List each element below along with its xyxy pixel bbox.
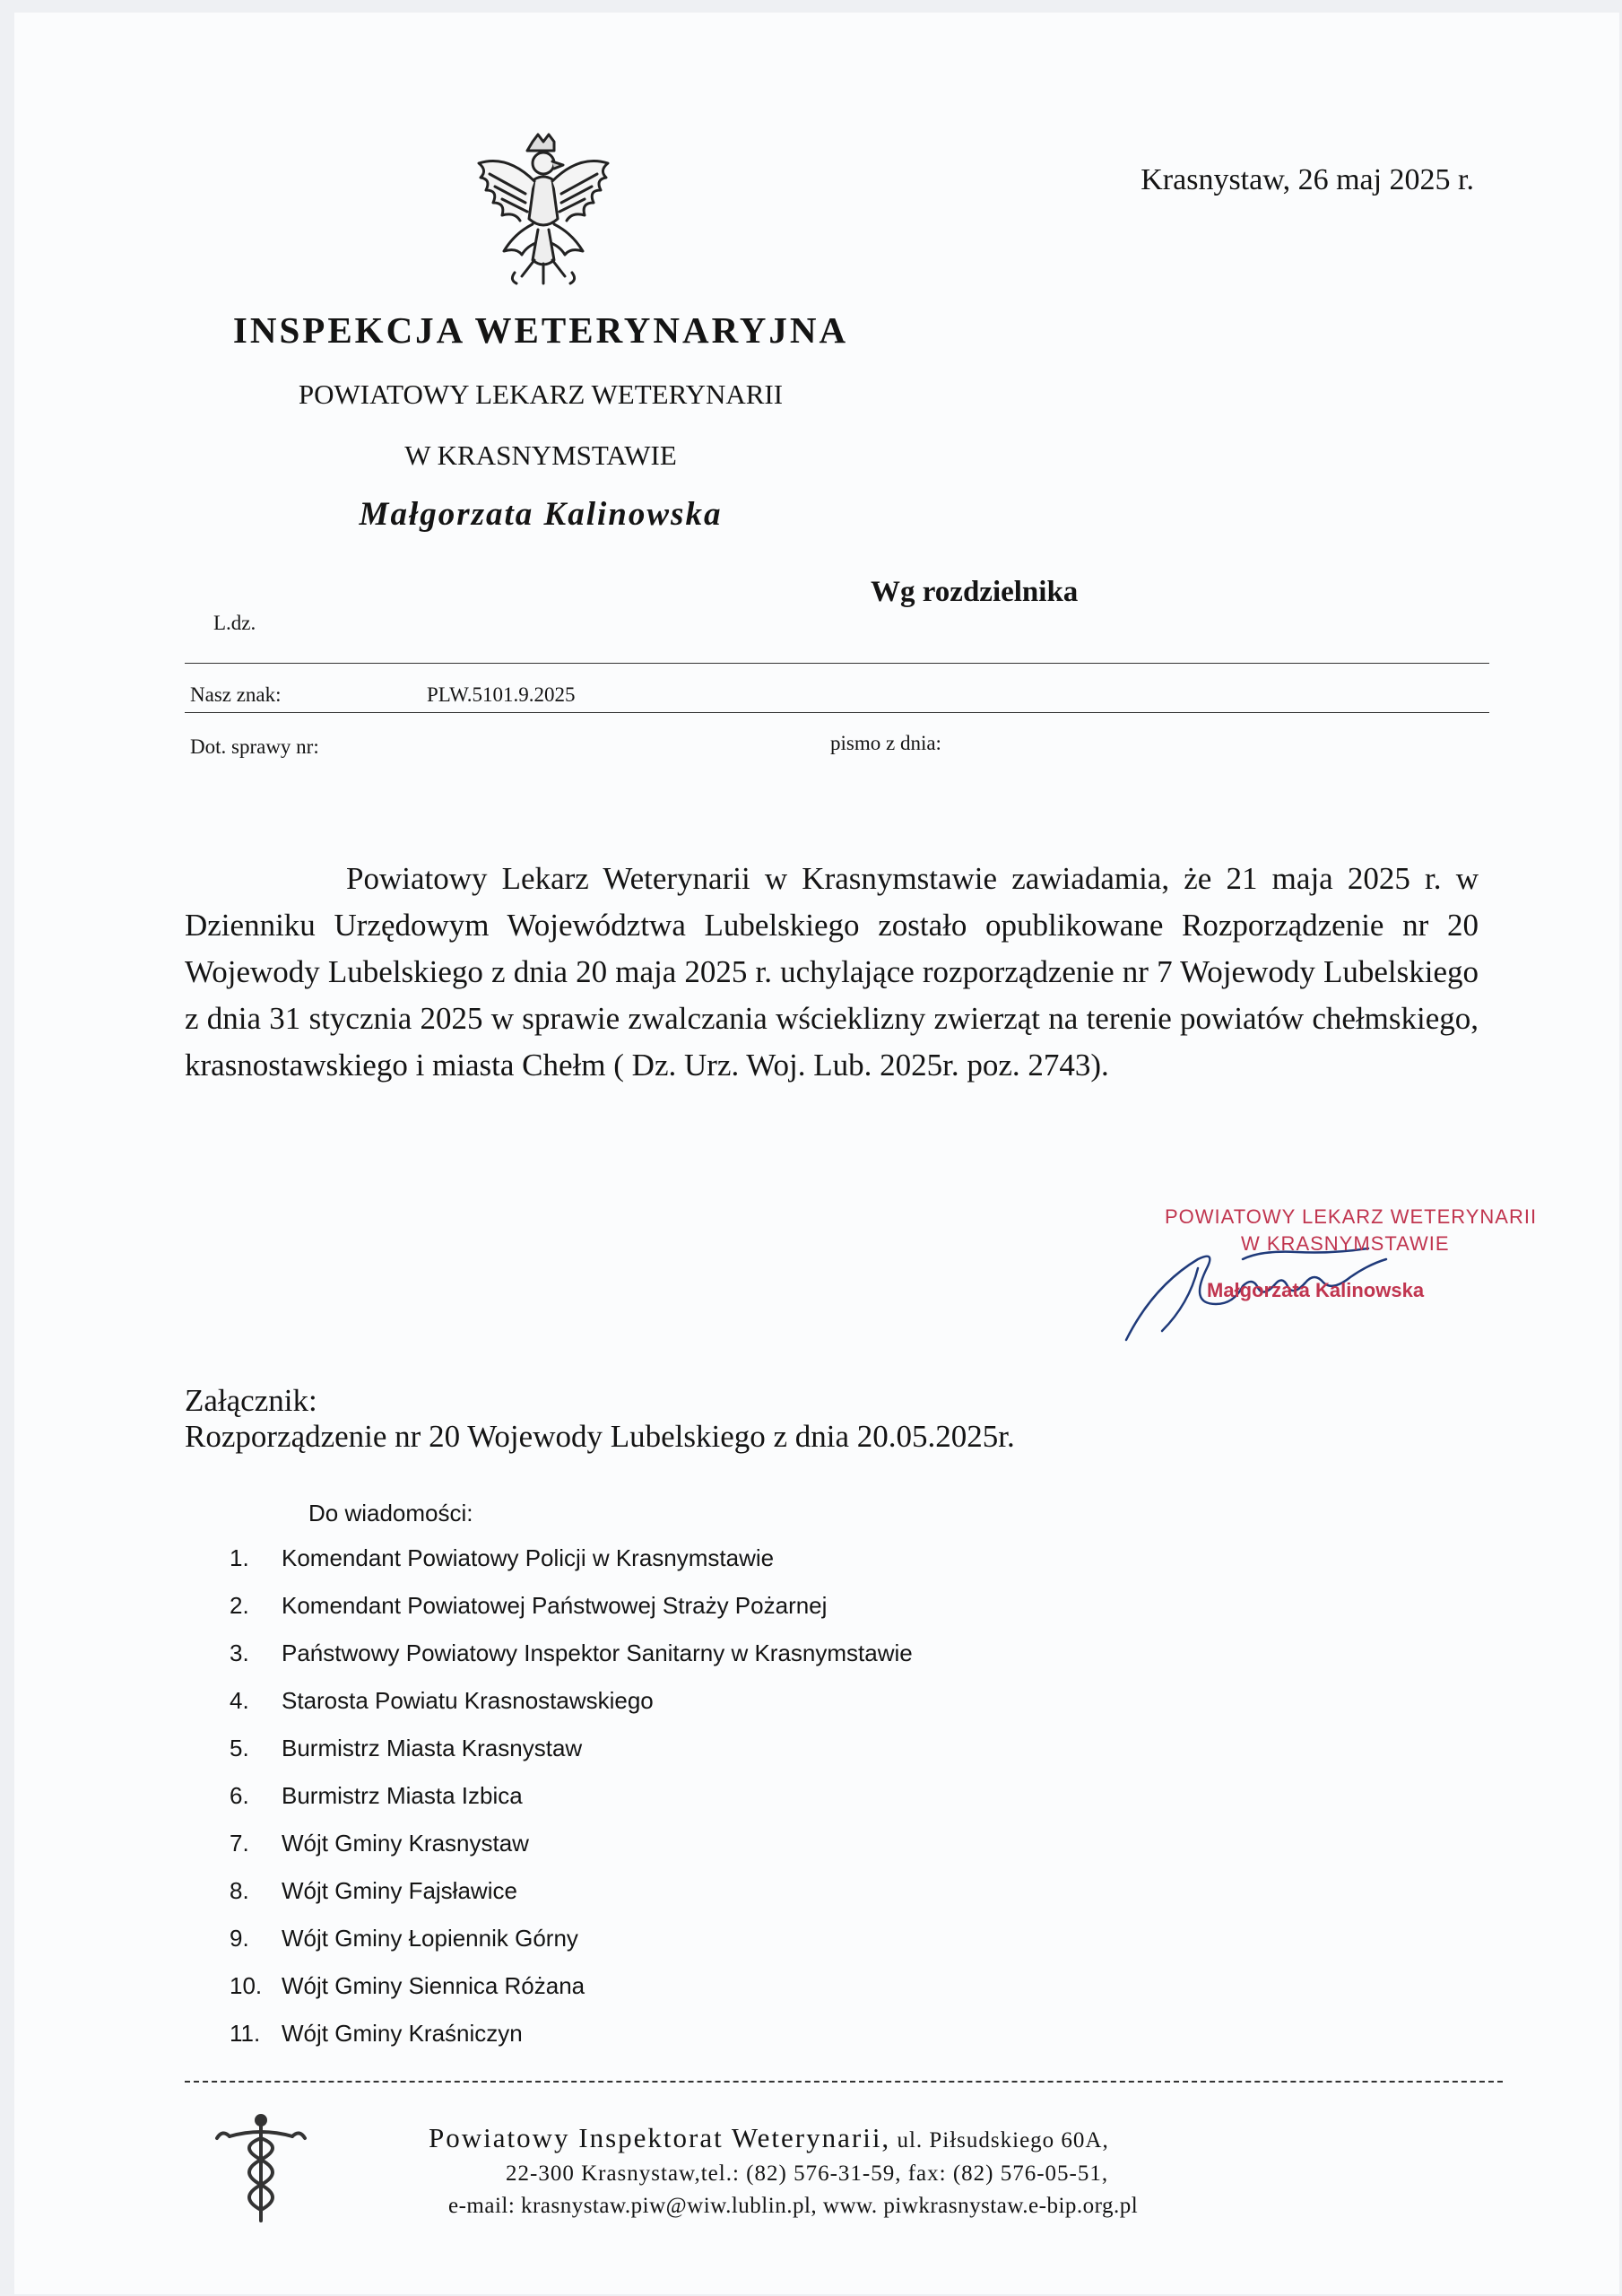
- distribution-item-text: Wójt Gminy Siennica Różana: [282, 1972, 585, 1999]
- distribution-item-text: Komendant Powiatowy Policji w Krasnymstawie: [282, 1544, 775, 1571]
- distribution-item-number: 11.: [230, 2020, 261, 2047]
- distribution-item-text: Burmistrz Miasta Krasnystaw: [282, 1735, 583, 1761]
- distribution-item: [230, 1972, 913, 2020]
- distribution-item-text: Państwowy Powiatowy Inspektor Sanitarny w Krasnymstawie: [282, 1639, 913, 1666]
- distribution-item: [230, 1925, 913, 1972]
- office-location: W KRASNYMSTAWIE: [404, 439, 677, 471]
- footer-address: ul. Piłsudskiego 60A,: [890, 2128, 1109, 2152]
- our-ref-label: Nasz znak:: [190, 683, 282, 706]
- distribution-item-text: Wójt Gminy Łopiennik Górny: [282, 1925, 578, 1952]
- distribution-list: [230, 1544, 913, 2067]
- distribution-item: [230, 1830, 913, 1877]
- footer-contact: 22-300 Krasnystaw,tel.: (82) 576-31-59, fax: (82) 576-05-51,: [506, 2161, 1109, 2186]
- distribution-item-text: Burmistrz Miasta Izbica: [282, 1782, 523, 1809]
- distribution-item: [230, 1544, 913, 1592]
- distribution-item-number: 3.: [230, 1639, 249, 1666]
- distribution-item-number: 1.: [230, 1544, 249, 1571]
- distribution-item-number: 6.: [230, 1782, 249, 1809]
- officer-name: Małgorzata Kalinowska: [359, 496, 723, 533]
- ref-divider: [185, 663, 1489, 664]
- distribution-item-text: Komendant Powiatowej Państwowej Straży Pożarnej: [282, 1592, 828, 1619]
- ref-divider: [185, 712, 1489, 713]
- distribution-item-text: Wójt Gminy Fajsławice: [282, 1877, 517, 1904]
- stamp-line: W KRASNYMSTAWIE: [1241, 1232, 1450, 1255]
- agency-name: INSPEKCJA WETERYNARYJNA: [232, 309, 849, 351]
- letter-date-label: pismo z dnia:: [830, 732, 941, 754]
- white-eagle-emblem-icon: [463, 129, 624, 291]
- distribution-item-text: Wójt Gminy Krasnystaw: [282, 1830, 529, 1857]
- letter-page: [14, 13, 1619, 2294]
- distribution-item-number: 7.: [230, 1830, 249, 1857]
- attachment-heading: Załącznik:: [185, 1383, 317, 1418]
- caduceus-icon: [212, 2111, 310, 2228]
- case-number-label: Dot. sprawy nr:: [190, 735, 319, 758]
- distribution-heading: Do wiadomości:: [308, 1500, 473, 1526]
- our-ref-value: PLW.5101.9.2025: [427, 683, 576, 706]
- footer-org: [429, 2122, 1109, 2154]
- distribution-item-number: 8.: [230, 1877, 249, 1904]
- distribution-item: [230, 1592, 913, 1639]
- distribution-item-number: 10.: [230, 1972, 263, 1999]
- distribution-item: [230, 1687, 913, 1735]
- distribution-item-number: 4.: [230, 1687, 249, 1714]
- distribution-item: [230, 2020, 913, 2067]
- distribution-item-number: 5.: [230, 1735, 249, 1761]
- distribution-item: [230, 1877, 913, 1925]
- distribution-item: [230, 1735, 913, 1782]
- stamp-line: Małgorzata Kalinowska: [1207, 1279, 1425, 1301]
- distribution-item-text: Starosta Powiatu Krasnostawskiego: [282, 1687, 654, 1714]
- ldz-label: L.dz.: [213, 612, 256, 634]
- attachment-text: Rozporządzenie nr 20 Wojewody Lubelskiego z dnia 20.05.2025r.: [185, 1419, 1015, 1454]
- office-title: POWIATOWY LEKARZ WETERYNARII: [298, 378, 784, 410]
- distribution-item-number: 9.: [230, 1925, 249, 1952]
- recipient: Wg rozdzielnika: [871, 576, 1079, 608]
- footer-divider: [185, 2081, 1503, 2083]
- distribution-item-number: 2.: [230, 1592, 249, 1619]
- stamp-line: POWIATOWY LEKARZ WETERYNARII: [1165, 1205, 1538, 1228]
- place-and-date: Krasnystaw, 26 maj 2025 r.: [1141, 163, 1474, 196]
- distribution-item: [230, 1639, 913, 1687]
- footer-web: e-mail: krasnystaw.piw@wiw.lublin.pl, www. piwkrasnystaw.e-bip.org.pl: [448, 2194, 1139, 2218]
- distribution-item: [230, 1782, 913, 1830]
- footer-org-name: Powiatowy Inspektorat Weterynarii,: [429, 2122, 891, 2153]
- distribution-item-text: Wójt Gminy Kraśniczyn: [282, 2020, 523, 2047]
- notice-paragraph: Powiatowy Lekarz Weterynarii w Krasnymstawie zawiadamia, że 21 maja 2025 r. w Dzienniku Urzędowym Województwa Lubelskiego zostało opublikowane Rozporządzenie nr 20 Wojewody Lubelskiego z dnia 20 maja 2025 r. uchylające rozporządzenie nr 7 Wojewody Lubelskiego z dnia 31 stycznia 2025 w sprawie zwalczania wścieklizny zwierząt na terenie powiatów chełmskiego, krasnostawskiego i miasta Chełm ( Dz. Urz. Woj. Lub. 2025r. poz. 2743).: [185, 861, 1479, 1083]
